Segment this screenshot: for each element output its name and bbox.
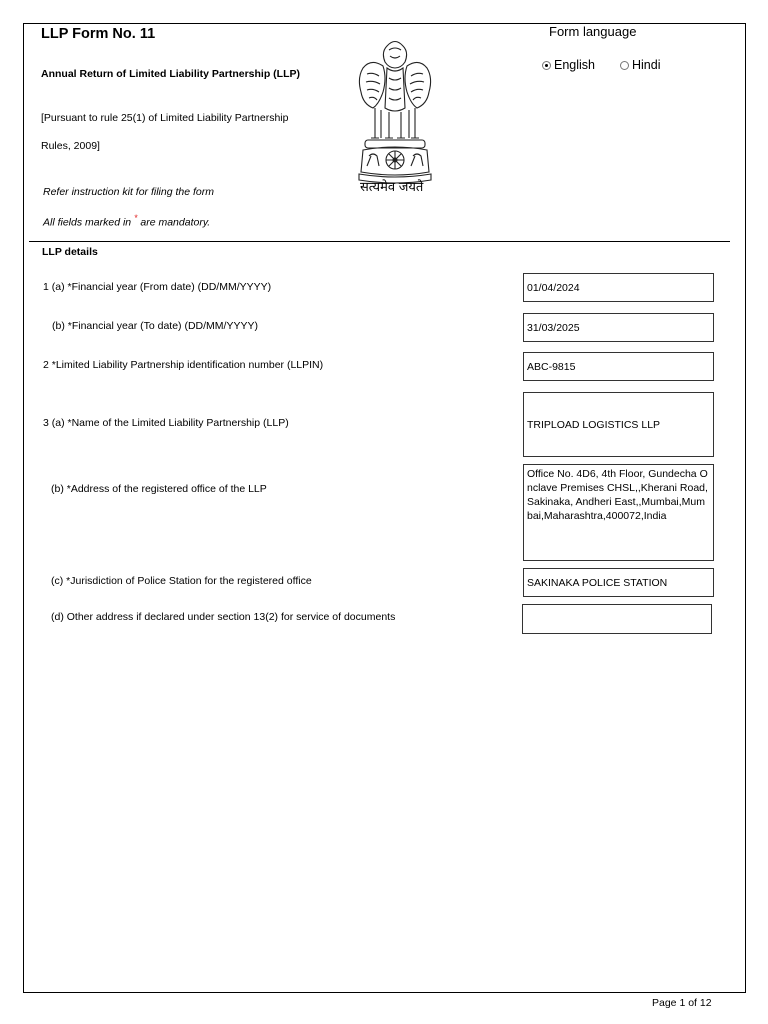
llpin-field[interactable]: ABC-9815 bbox=[523, 352, 714, 381]
police-station-field[interactable]: SAKINAKA POLICE STATION bbox=[523, 568, 714, 597]
radio-hindi[interactable] bbox=[620, 58, 661, 72]
page-number: Page 1 of 12 bbox=[652, 997, 712, 1009]
field-label-other-address: (d) Other address if declared under section 13(2) for service of documents bbox=[51, 611, 396, 623]
mandatory-note bbox=[43, 213, 210, 229]
radio-english-label: English bbox=[554, 58, 595, 72]
pursuant-line-1: [Pursuant to rule 25(1) of Limited Liability Partnership bbox=[41, 112, 289, 124]
radio-unselected-icon[interactable] bbox=[620, 61, 629, 70]
instruction-text: Refer instruction kit for filing the form bbox=[43, 186, 214, 198]
fy-from-field[interactable]: 01/04/2024 bbox=[523, 273, 714, 302]
field-label-police-station: (c) *Jurisdiction of Police Station for the registered office bbox=[51, 575, 312, 587]
field-label-llpin: 2 *Limited Liability Partnership identification number (LLPIN) bbox=[43, 359, 324, 371]
mandatory-prefix: All fields marked in bbox=[43, 216, 132, 229]
section-divider bbox=[29, 241, 730, 242]
field-label-fy-from: 1 (a) *Financial year (From date) (DD/MM/YYYY) bbox=[43, 281, 272, 293]
pursuant-line-2: Rules, 2009] bbox=[41, 140, 100, 152]
other-address-field[interactable] bbox=[522, 604, 712, 634]
field-label-fy-to: (b) *Financial year (To date) (DD/MM/YYYY) bbox=[52, 320, 258, 332]
radio-hindi-label: Hindi bbox=[632, 58, 661, 72]
fy-to-field[interactable]: 31/03/2025 bbox=[523, 313, 714, 342]
field-label-llp-name: 3 (a) *Name of the Limited Liability Partnership (LLP) bbox=[43, 417, 289, 429]
form-page bbox=[23, 23, 746, 993]
emblem-motto: सत्यमेव जयते bbox=[360, 179, 424, 194]
radio-selected-icon[interactable] bbox=[542, 61, 551, 70]
section-title: LLP details bbox=[42, 246, 98, 258]
form-title: LLP Form No. 11 bbox=[41, 26, 156, 42]
address-field[interactable]: Office No. 4D6, 4th Floor, Gundecha Onclave Premises CHSL,,Kherani Road, Sakinaka, Andheri East,,Mumbai,Mumbai,Maharashtra,400072,India bbox=[523, 464, 714, 561]
national-emblem-icon bbox=[349, 38, 441, 198]
field-label-address: (b) *Address of the registered office of the LLP bbox=[51, 483, 267, 495]
form-language-label: Form language bbox=[549, 24, 637, 39]
mandatory-suffix: are mandatory. bbox=[140, 216, 211, 229]
llp-name-field[interactable]: TRIPLOAD LOGISTICS LLP bbox=[523, 392, 714, 457]
required-star: * bbox=[134, 213, 138, 223]
form-subtitle: Annual Return of Limited Liability Partnership (LLP) bbox=[41, 68, 301, 80]
radio-english[interactable] bbox=[542, 58, 595, 72]
